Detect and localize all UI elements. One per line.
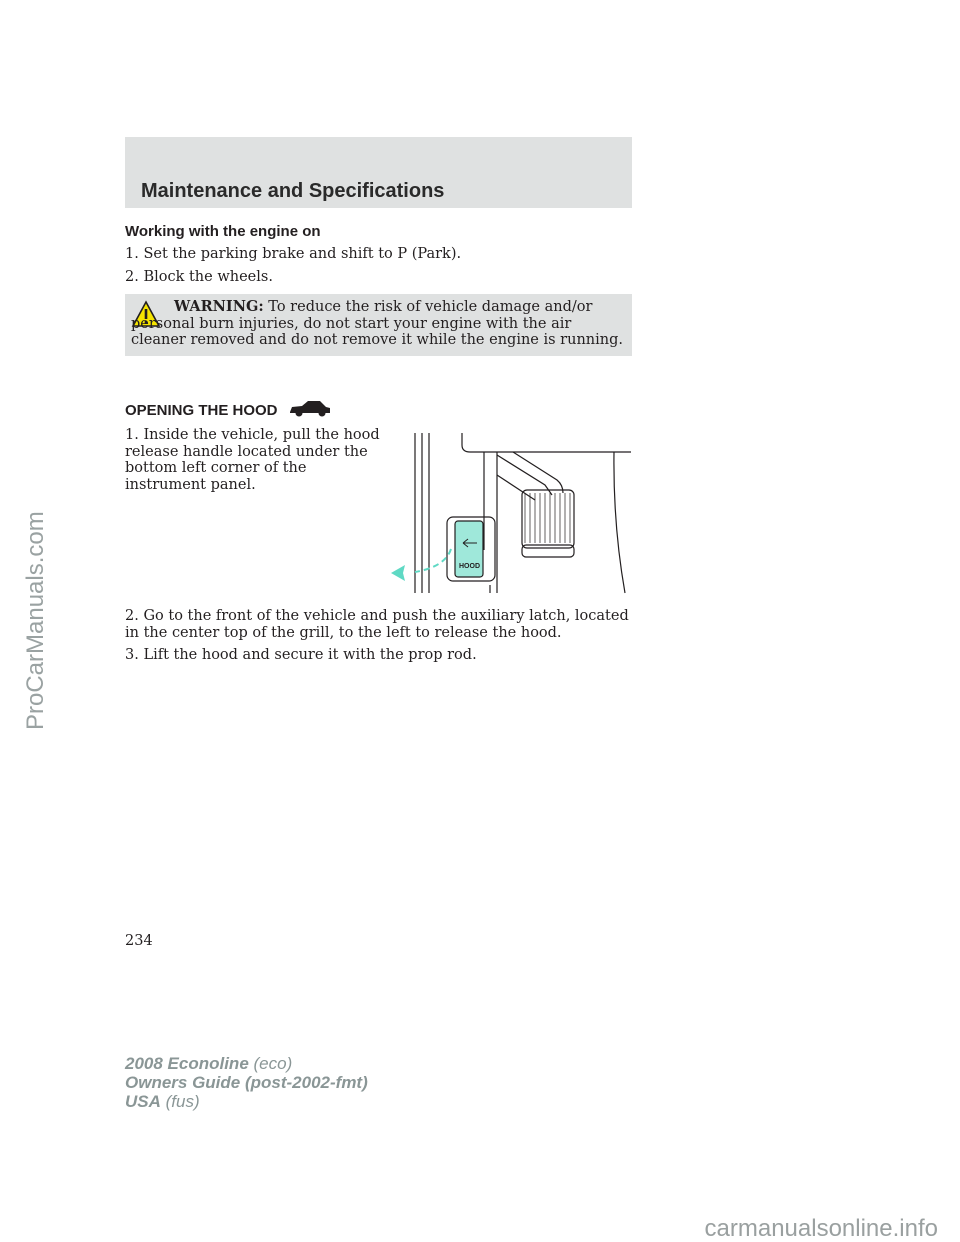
footer-region-code: (fus) — [160, 1092, 200, 1111]
step-1: 1. Set the parking brake and shift to P (Park). — [125, 246, 462, 262]
warning-text: To reduce the risk of vehicle damage and/or personal burn injuries, do not start your engine with the air cleaner removed and do not remove it while the engine is running. — [131, 299, 623, 348]
footer-model: 2008 Econoline — [125, 1054, 249, 1073]
step-hood-2: 2. Go to the front of the vehicle and push the auxiliary latch, located in the center top of the grill, to the left to release the hood. — [125, 608, 629, 641]
hood-release-figure — [385, 425, 635, 595]
warning-box — [125, 294, 632, 356]
heading-engine-on: Working with the engine on — [125, 223, 321, 240]
heading-opening-hood: OPENING THE HOOD — [125, 402, 278, 419]
step-hood-3: 3. Lift the hood and secure it with the prop rod. — [125, 647, 477, 663]
side-watermark: ProCarManuals.com — [22, 511, 49, 730]
warning-label: WARNING: — [174, 298, 264, 315]
car-hood-icon — [288, 398, 332, 418]
footer-guide: Owners Guide (post-2002-fmt) — [125, 1073, 368, 1092]
step-hood-1: 1. Inside the vehicle, pull the hood release handle located under the bottom left corner of the instrument panel. — [125, 427, 380, 493]
footer-model-code: (eco) — [248, 1054, 293, 1073]
figure-hood-label: HOOD — [459, 563, 480, 570]
section-header — [125, 137, 632, 208]
step-2: 2. Block the wheels. — [125, 269, 273, 285]
page-number: 234 — [125, 933, 153, 949]
bottom-watermark: carmanualsonline.info — [704, 1215, 938, 1242]
section-title: Maintenance and Specifications — [141, 180, 445, 202]
footer — [125, 1054, 368, 1111]
footer-region: USA — [125, 1092, 161, 1111]
